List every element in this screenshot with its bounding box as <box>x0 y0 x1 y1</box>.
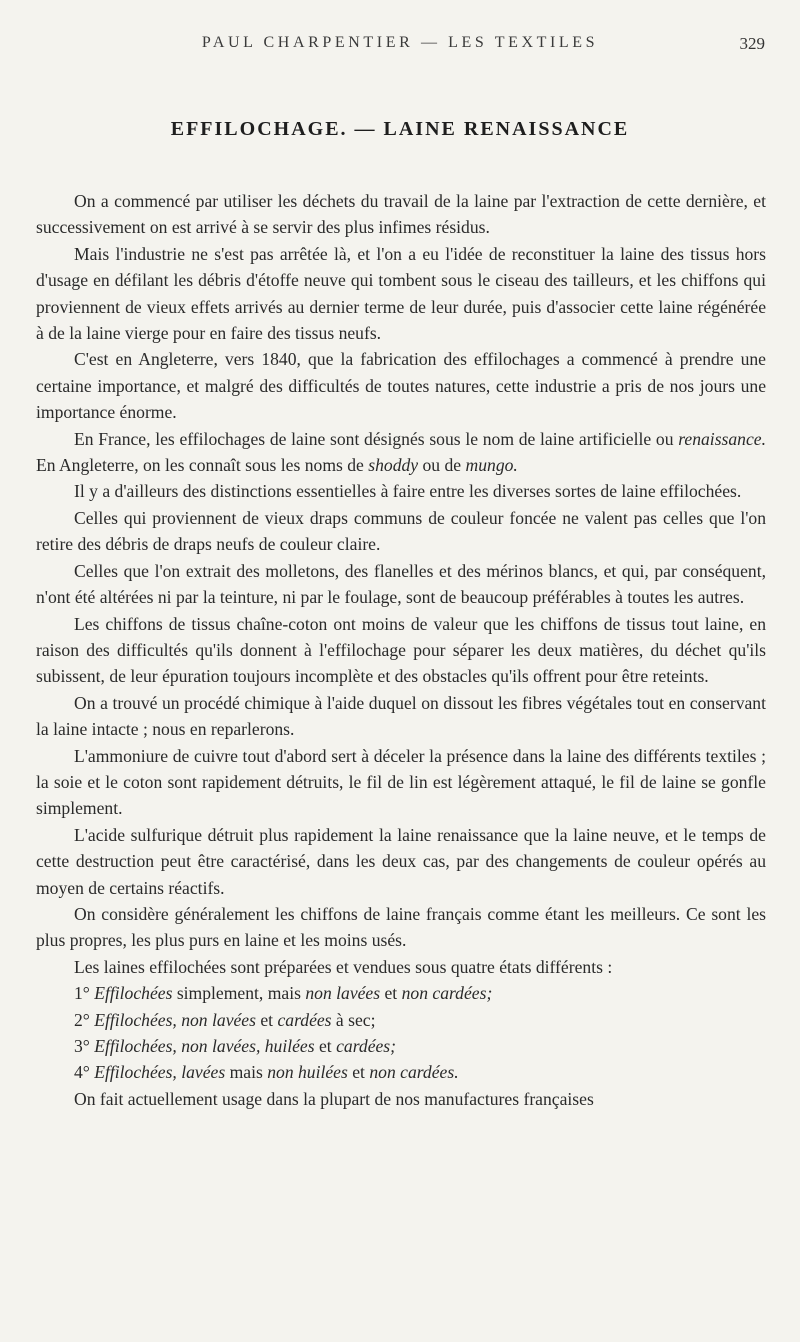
paragraph-4 <box>36 426 766 479</box>
list-number: 3° <box>74 1036 90 1056</box>
list-term: Effilochées, non lavées <box>94 1009 256 1030</box>
closing-paragraph: On fait actuellement usage dans la plupart de nos manufactures françaises <box>74 1088 594 1109</box>
list-number: 2° <box>74 1009 90 1030</box>
list-number: 1° <box>74 983 90 1004</box>
list-text: et <box>255 1009 278 1030</box>
paragraph-4-text-c: ou de <box>418 455 466 476</box>
list-text: et <box>347 1062 370 1083</box>
paragraph-10: L'ammoniure de cuivre tout d'abord sert à déceler la présence dans la laine des différents textiles ; la soie et le coton sont rapidement détruits, le fil de lin est légèrement attaqué, le fil de laine se gonfle simplement. <box>36 745 766 819</box>
term-mungo: mungo. <box>465 455 518 476</box>
paragraph-9: On a trouvé un procédé chimique à l'aide duquel on dissout les fibres végétales tout en conservant la laine intacte ; nous en reparlerons. <box>36 692 766 740</box>
list-text: à sec; <box>331 1009 376 1030</box>
list-item-2 <box>36 1007 766 1033</box>
term-renaissance: renaissance. <box>678 428 766 449</box>
list-term: Effilochées <box>94 983 173 1004</box>
paragraph-2: Mais l'industrie ne s'est pas arrêtée là, et l'on a eu l'idée de reconstituer la laine des tissus hors d'usage en défilant les débris d'étoffe neuve qui tombent sous le ciseau des tailleurs, et les chiffons qui proviennent de vieux effets arrivés au dernier terme de leur durée, puis d'associer cette laine régénérée à de la laine vierge pour en faire des tissus neufs. <box>36 243 766 344</box>
paragraph-4-text-b: En Angleterre, on les connaît sous les noms de <box>36 455 369 476</box>
paragraph-6: Celles qui proviennent de vieux draps communs de couleur foncée ne valent pas celles que l'on retire des débris de draps neufs de couleur claire. <box>36 507 766 555</box>
list-term: cardées; <box>336 1036 397 1056</box>
paragraph-3: C'est en Angleterre, vers 1840, que la fabrication des effilochages a commencé à prendre une certaine importance, et malgré des difficultés de toutes natures, cette industrie a pris de nos jours une importance énorme. <box>36 349 766 423</box>
paragraph-11: L'acide sulfurique détruit plus rapidement la laine renaissance que la laine neuve, et le temps de cette destruction peut être caractérisé, dans les deux cas, par des changements de couleur opérés au moyen de certains réactifs. <box>36 824 766 898</box>
list-text: et <box>314 1036 337 1056</box>
list-text: mais <box>225 1062 268 1083</box>
list-text: et <box>380 983 402 1004</box>
paragraph-1: On a commencé par utiliser les déchets du travail de la laine par l'extraction de cette dernière, et successivement on est arrivé à se servir des plus infimes résidus. <box>36 191 766 238</box>
list-term: non huilées <box>267 1062 348 1083</box>
running-title: PAUL CHARPENTIER — LES TEXTILES <box>201 34 599 51</box>
list-number: 4° <box>74 1062 90 1083</box>
list-term: cardées <box>277 1009 332 1030</box>
list-term: non cardées. <box>369 1062 459 1083</box>
running-head <box>0 34 800 58</box>
list-term: Effilochées, lavées <box>94 1062 226 1083</box>
list-item-1 <box>36 980 766 1006</box>
list-item-4 <box>36 1059 766 1085</box>
list-term: Effilochées, non lavées, huilées <box>94 1036 315 1056</box>
paragraph-7: Celles que l'on extrait des molletons, des flanelles et des mérinos blancs, et qui, par conséquent, n'ont été altérées ni par la teinture, ni par le foulage, sont de beaucoup préférables à toutes les autres. <box>36 560 766 608</box>
term-shoddy: shoddy <box>368 455 419 476</box>
paragraph-12: On considère généralement les chiffons de laine français comme étant les meilleurs. Ce sont les plus propres, les plus purs en laine et les moins usés. <box>36 903 766 951</box>
list-item-3 <box>36 1033 766 1059</box>
body-text <box>36 188 766 1112</box>
list-text: simplement, mais <box>172 983 306 1004</box>
section-title: EFFILOCHAGE. — LAINE RENAISSANCE <box>170 118 630 140</box>
paragraph-5: Il y a d'ailleurs des distinctions essentielles à faire entre les diverses sortes de laine effilochées. <box>74 481 742 502</box>
list-term: non cardées; <box>401 983 493 1004</box>
paragraph-4-text-a: En France, les effilochages de laine sont désignés sous le nom de laine artificielle ou <box>74 428 679 449</box>
paragraph-13: Les laines effilochées sont préparées et vendues sous quatre états différents : <box>74 956 613 977</box>
list-term: non lavées <box>305 983 381 1004</box>
page-number: 329 <box>739 34 765 53</box>
paragraph-8: Les chiffons de tissus chaîne-coton ont moins de valeur que les chiffons de tissus tout laine, en raison des difficultés qu'ils donnent à l'effilochage pour séparer les deux matières, du déchet qu'ils subissent, de leur épuration toujours incomplète et des obstacles qu'ils offrent pour être reteints. <box>36 613 766 687</box>
